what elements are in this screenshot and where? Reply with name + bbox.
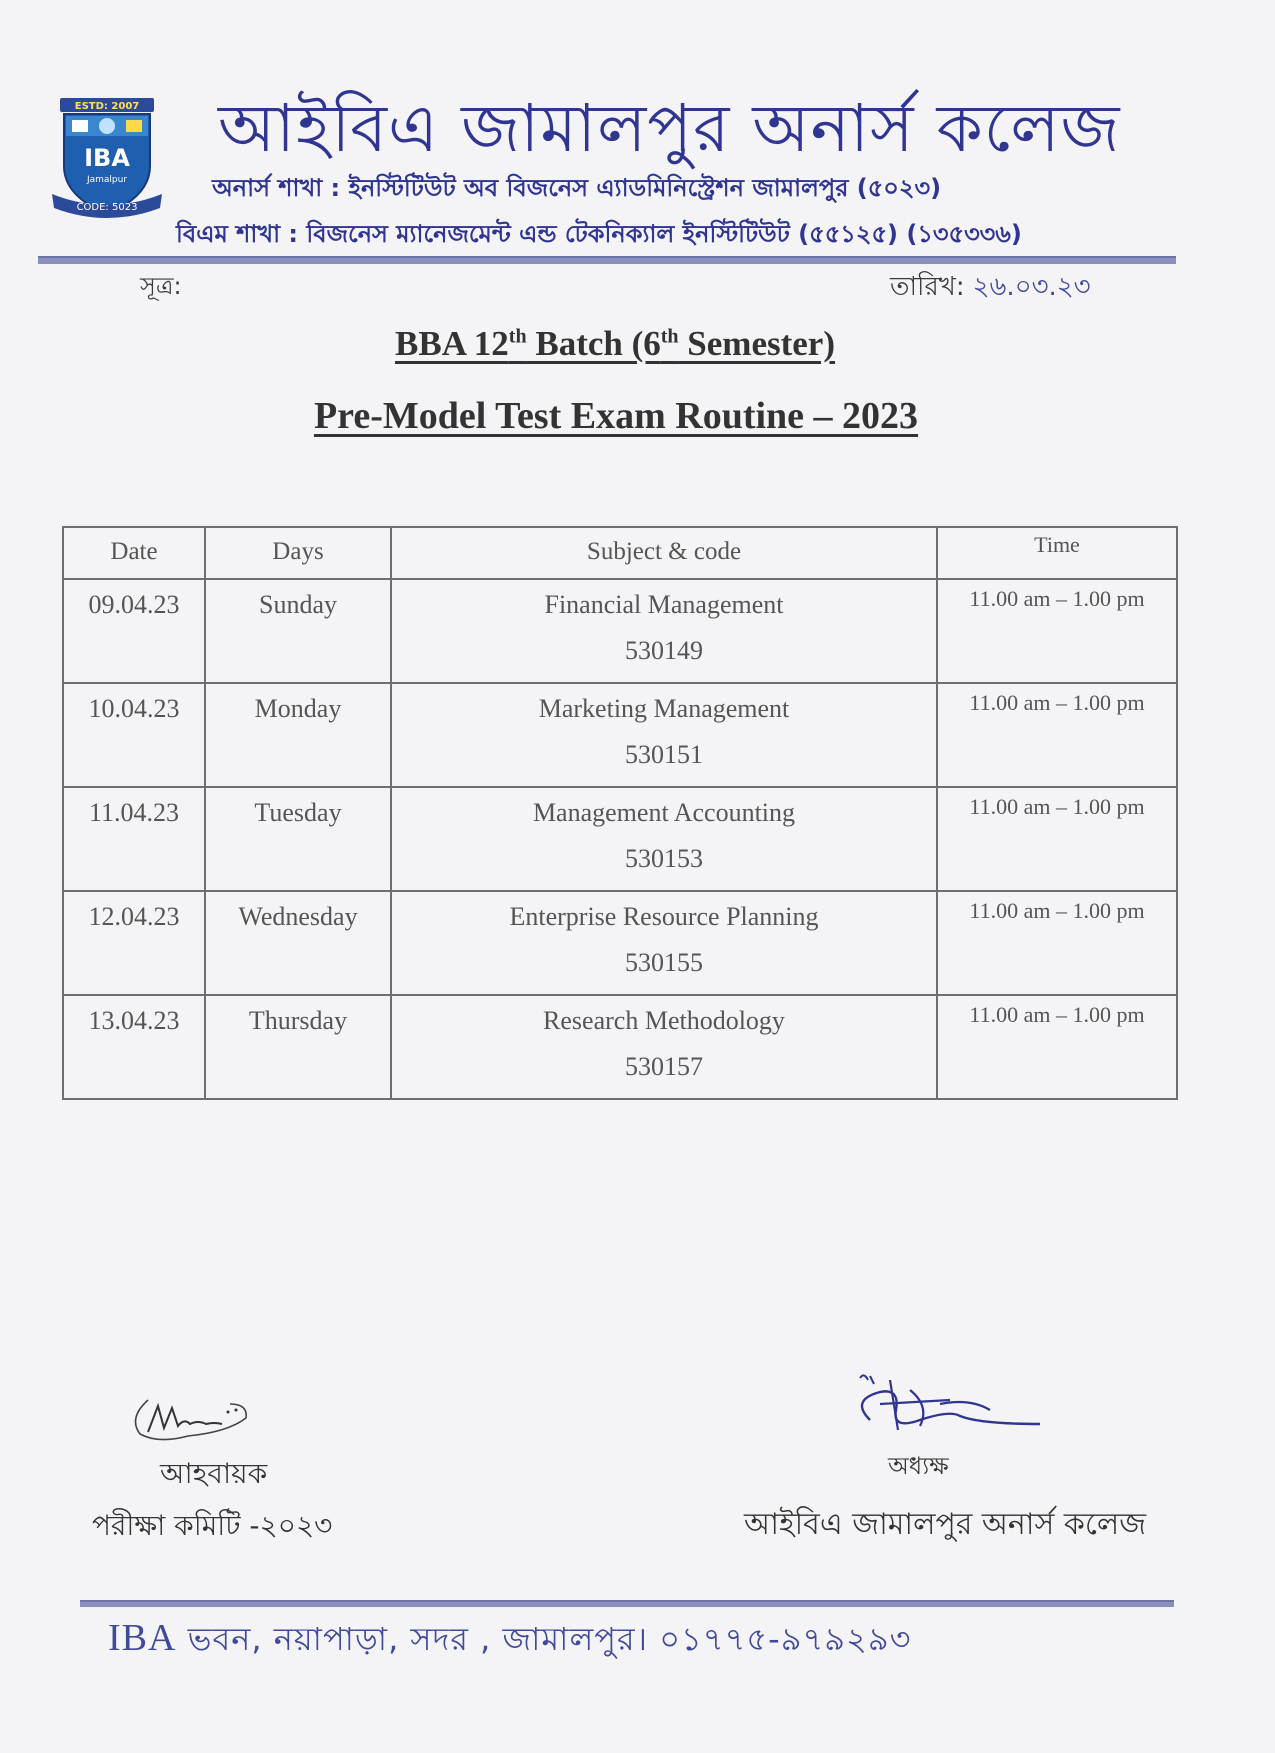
exam-subject [391, 579, 937, 683]
exam-date: 13.04.23 [63, 995, 205, 1099]
exam-day: Monday [205, 683, 391, 787]
table-row [63, 787, 1177, 891]
principal-college-label: আইবিএ জামালপুর অনার্স কলেজ [744, 1507, 1147, 1542]
header-date: Date [63, 527, 205, 579]
header-days: Days [205, 527, 391, 579]
footer-address [108, 1614, 911, 1668]
subject-code: 530153 [625, 844, 703, 873]
exam-date: 12.04.23 [63, 891, 205, 995]
branch-honours: অনার্স শাখা : ইনস্টিটিউট অব বিজনেস এ্যাডমিনিস্ট্রেশন জামালপুর (৫০২৩) [212, 174, 942, 202]
logo-name: IBA [84, 144, 130, 172]
exam-date: 11.04.23 [63, 787, 205, 891]
date-label: তারিখ: [890, 272, 965, 302]
header-divider [38, 256, 1176, 264]
table-header-row [63, 527, 1177, 579]
exam-time: 11.00 am – 1.00 pm [937, 683, 1177, 787]
table-row [63, 683, 1177, 787]
exam-subject [391, 891, 937, 995]
exam-subject [391, 787, 937, 891]
subject-code: 530149 [625, 636, 703, 665]
subject-name: Marketing Management [538, 694, 790, 723]
branch-bm: বিএম শাখা : বিজনেস ম্যানেজমেন্ট এন্ড টেকনিক্যাল ইনস্টিটিউট (৫৫১২৫) (১৩৫৩৩৬) [176, 220, 1022, 248]
date-value: ২৬.০৩.২৩ [972, 272, 1091, 302]
subject-name: Management Accounting [532, 798, 796, 827]
subject-name: Financial Management [544, 590, 784, 619]
subject-code: 530155 [625, 948, 703, 977]
exam-time: 11.00 am – 1.00 pm [937, 579, 1177, 683]
header-time: Time [937, 527, 1177, 579]
footer-divider [80, 1600, 1174, 1607]
batch-title: BBA 12th Batch (6th Semester) [395, 324, 835, 363]
exam-day: Thursday [205, 995, 391, 1099]
subject-name: Enterprise Resource Planning [509, 902, 819, 931]
college-logo [52, 96, 162, 226]
exam-time: 11.00 am – 1.00 pm [937, 995, 1177, 1099]
logo-code: CODE: 5023 [76, 202, 138, 213]
subject-code: 530157 [625, 1052, 703, 1081]
college-name: আইবিএ জামালপুর অনার্স কলেজ [218, 90, 1121, 167]
subject-code: 530151 [625, 740, 703, 769]
routine-title: Pre-Model Test Exam Routine – 2023 [313, 395, 919, 437]
exam-subject [391, 995, 937, 1099]
exam-date: 09.04.23 [63, 579, 205, 683]
exam-day: Wednesday [205, 891, 391, 995]
table-row [63, 995, 1177, 1099]
exam-day: Tuesday [205, 787, 391, 891]
reference-label: সূত্র: [140, 272, 182, 300]
logo-place: Jamalpur [86, 175, 128, 185]
header-subject: Subject & code [391, 527, 937, 579]
exam-committee-label: পরীক্ষা কমিটি -২০২৩ [92, 1509, 333, 1542]
footer-iba: IBA [108, 1617, 177, 1659]
exam-day: Sunday [205, 579, 391, 683]
exam-date: 10.04.23 [63, 683, 205, 787]
exam-routine-table [62, 526, 1178, 1100]
table-row [63, 891, 1177, 995]
exam-subject [391, 683, 937, 787]
principal-signature [840, 1370, 1050, 1450]
footer-address-text: ভবন, নয়াপাড়া, সদর , জামালপুর। ০১৭৭৫-৯৭৯২৯৩ [176, 1620, 912, 1658]
subject-name: Research Methodology [543, 1006, 785, 1035]
exam-time: 11.00 am – 1.00 pm [937, 891, 1177, 995]
table-row [63, 579, 1177, 683]
exam-time: 11.00 am – 1.00 pm [937, 787, 1177, 891]
logo-estd: ESTD: 2007 [74, 101, 140, 112]
convener-signature [118, 1388, 258, 1448]
convener-label: আহবায়ক [160, 1457, 268, 1490]
principal-label: অধ্যক্ষ [888, 1452, 949, 1480]
date-field [890, 266, 1091, 310]
